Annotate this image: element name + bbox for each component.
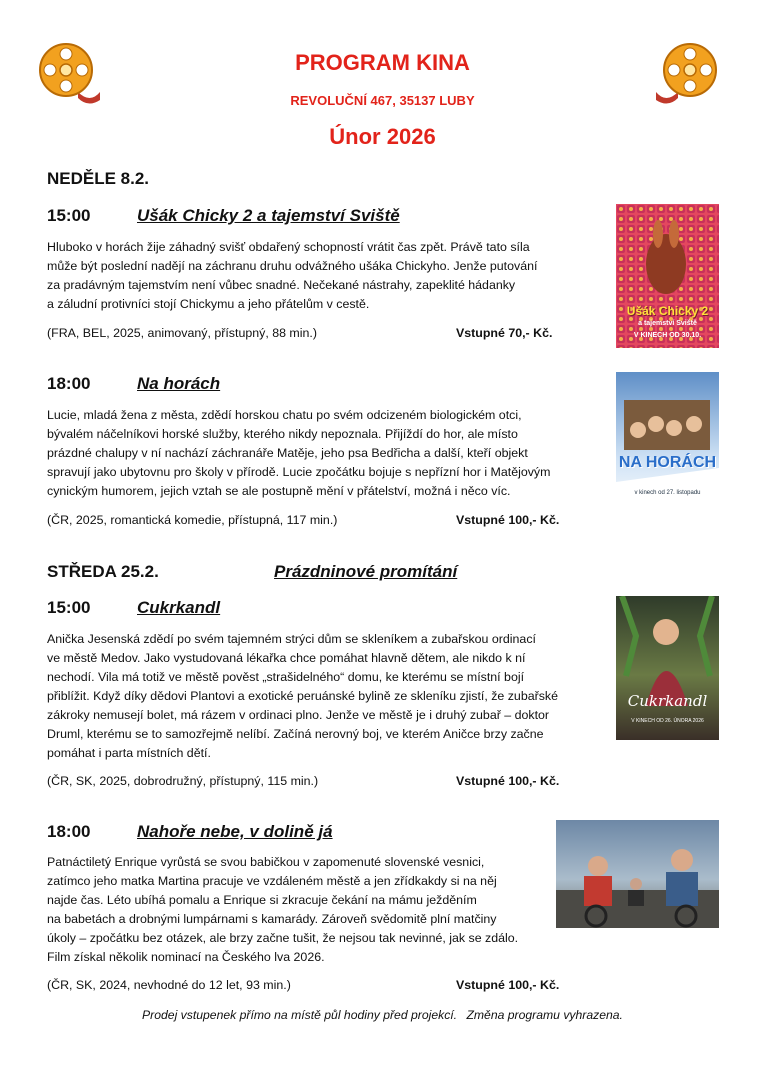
movie-title: Cukrkandl [137, 598, 221, 617]
movie-description: Hluboko v horách žije záhadný svišť obdařený schopností vrátit čas zpět. Právě tato síla může být poslední nadějí na záchranu druhu odvážného ušáka Chickyho. Jenže putování za pradávným tajemstvím není vůbec snadné. Nečekané nástrahy, zapeklité hádanky a záludní protivníci stojí Chickymu a jeho přátelům v cestě. [47, 240, 538, 311]
movie-description: Lucie, mladá žena z města, zdědí horskou chatu po svém odcizeném biologickém otci, bývalém náčelníkovi horské služby, kterého nikdy nepoznala. Přijíždí do hor, ale místo prázdné chalupy v ní nachází záchranáře Matěje, jeho psa Bedřicha a další, kteří objekt spravují jako ubytovnu pro školy v přírodě. Lucie zpočátku bojuje s nepřízní hor i Matějovým cynickým humorem, jejich vztah se ale postupně mění v přátelství, možná i něco víc. [47, 408, 551, 498]
movie-poster: Ušák Chicky 2 a tajemství Sviště V KINECH OD 30.10. [616, 204, 719, 348]
movie-description: Patnáctiletý Enrique vyrůstá se svou babičkou v zapomenuté slovenské vesnici, zatímco jeho matka Martina pracuje ve vzdáleném městě a jen zřídkakdy si na něj najde čas. Léto ubíhá pomalu a Enrique si zkracuje čekání na mámu ježděním na babetách a drobnými lumpárnami s kamarády. Zároveň svědomitě plní matčiny úkoly – zpočátku bez otázek, ale brzy začne tušit, že nejsou tak nevinné, jak se zdálo. Film získal několik nominací na Českého lva 2026. [47, 855, 519, 964]
ticket-price: Vstupné 100,- Kč. [456, 513, 560, 527]
movie-info: (ČR, 2025, romantická komedie, přístupná, 117 min.) [47, 513, 338, 527]
screening-time: 15:00 [47, 206, 91, 225]
movie-title: Ušák Chicky 2 a tajemství Sviště [137, 206, 400, 225]
cinema-address: REVOLUČNÍ 467, 35137 LUBY [290, 93, 475, 108]
movie-info: (ČR, SK, 2025, dobrodružný, přístupný, 115 min.) [47, 774, 319, 788]
ticket-price: Vstupné 70,- Kč. [456, 326, 553, 340]
footer-ticket-note: Prodej vstupenek přímo na místě půl hodiny před projekcí. [142, 1008, 458, 1022]
ticket-price: Vstupné 100,- Kč. [456, 774, 560, 788]
footer-note [0, 1008, 765, 1022]
movie-poster: Cukrkandl V KINECH OD 26. ÚNORA 2026 [616, 596, 719, 740]
day-heading: NEDĚLE 8.2. [47, 169, 150, 188]
screening-time: 18:00 [47, 822, 91, 841]
movie-info: (ČR, SK, 2024, nevhodné do 12 let, 93 min.) [47, 978, 291, 992]
special-event-title: Prázdninové promítání [274, 562, 458, 581]
screening-time: 15:00 [47, 598, 91, 617]
movie-title: Na horách [137, 374, 221, 393]
day-heading: STŘEDA 25.2. [47, 562, 159, 581]
movie-info: (FRA, BEL, 2025, animovaný, přístupný, 88 min.) [47, 326, 317, 340]
footer-change-note: Změna programu vyhrazena. [466, 1008, 623, 1022]
page-title: PROGRAM KINA [295, 50, 470, 75]
screening-time: 18:00 [47, 374, 91, 393]
movie-title: Nahoře nebe, v dolině já [137, 822, 333, 841]
movie-still-image [556, 820, 719, 928]
movie-poster: NA HORÁCH v kinech od 27. listopadu [616, 372, 719, 516]
ticket-price: Vstupné 100,- Kč. [456, 978, 560, 992]
movie-description: Anička Jesenská zdědí po svém tajemném strýci dům se skleníkem a zubařskou ordinací ve městě Medov. Jako vystudovaná lékařka chce pomáhat hlavně dětem, ale nikdo k ní nechodí. Vila má totiž ve městě pověst „strašidelného“ domu, ke kterému se místní bojí přiblížit. Když díky dědovi Plantovi a exotické peruánské bylině ze skleníku zjistí, že zubařské zákroky nemusejí bolet, má rázem v ordinaci plno. Jenže ve městě je i druhý zubař – doktor Druml, kterému se to samozřejmě nelíbí. Začíná nerovný boj, ve kterém Aničce brzy začne pomáhat i parta místních dětí. [47, 632, 559, 760]
program-month: Únor 2026 [329, 124, 436, 149]
